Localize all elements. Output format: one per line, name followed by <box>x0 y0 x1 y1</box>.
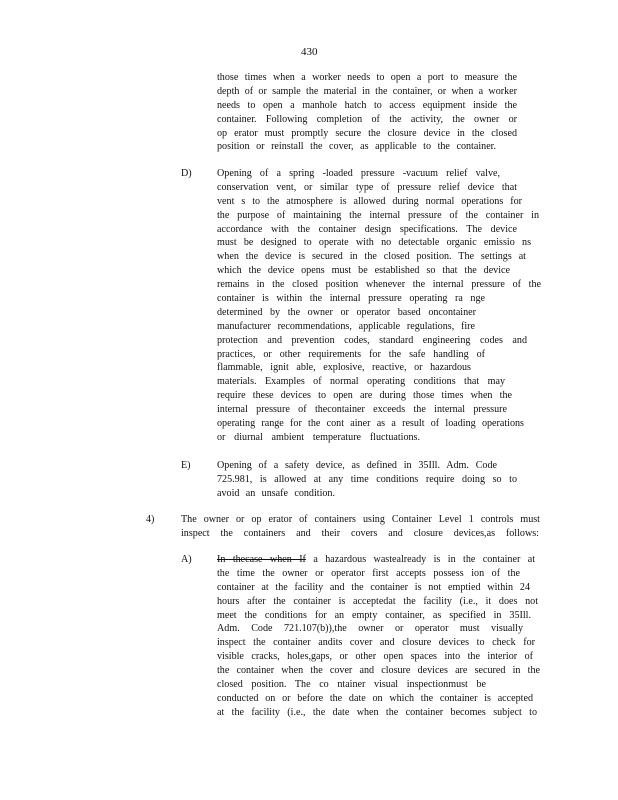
text-line: 725.981, is allowed at any time conditions require doing so to <box>217 473 517 485</box>
text-line: container at the facility and the container is not emptied within 24 <box>217 581 530 593</box>
text-line: must be designed to operate with no detectable organic emissio ns <box>217 237 531 249</box>
item-4-marker: 4) <box>146 514 155 525</box>
text-line: which the device opens must be established so that the device <box>217 265 510 277</box>
text-line: materials. Examples of normal operating conditions that may <box>217 376 505 388</box>
text-line: determined by the owner or operator based oncontainer <box>217 306 476 318</box>
item-e-marker: E) <box>181 460 191 471</box>
text-line: the time the owner or operator first accepts possess ion of the <box>217 567 520 579</box>
text-line: at the facility (i.e., the date when the container becomes subject to <box>217 706 537 718</box>
intro-paragraph <box>217 71 517 154</box>
text-line: flammable, ignit able, explosive, reactive, or hazardous <box>217 362 471 374</box>
text-line: Opening of a safety device, as defined in 35Ill. Adm. Code <box>217 460 497 471</box>
text-line: manufacturer recommendations, applicable regulations, fire <box>217 320 475 332</box>
text-line: depth of or sample the material in the container, or when a worker <box>217 85 517 97</box>
text-line: Adm. Code 721.107(b)),the owner or operator must visually <box>217 623 523 635</box>
text-line: the container when the cover and closure devices are secured in the <box>217 665 540 677</box>
text-line: vent s to the atmosphere is allowed during normal operations for <box>217 195 522 207</box>
struck-text: In thecase when If <box>217 554 306 565</box>
text-line: accordance with the container design specifications. The device <box>217 223 517 235</box>
text-line: conducted on or before the date on which the container is accepted <box>217 692 533 704</box>
text-line: meet the conditions for an empty container, as specified in 35Ill. <box>217 609 531 621</box>
item-d-paragraph <box>217 167 541 445</box>
item-a-paragraph <box>217 553 540 720</box>
item-e-paragraph <box>217 459 517 501</box>
text-line: internal pressure of thecontainer exceeds the internal pressure <box>217 404 507 416</box>
text-line: op erator must promptly secure the closure device in the closed <box>217 127 517 139</box>
item-a-marker: A) <box>181 554 192 565</box>
text-line: position or reinstall the cover, as applicable to the container. <box>217 141 496 153</box>
text-line: when the device is secured in the closed position. The settings at <box>217 251 526 263</box>
item-4-paragraph <box>181 513 540 541</box>
text-line <box>217 553 535 567</box>
text-line: the purpose of maintaining the internal pressure of the container in <box>217 209 539 221</box>
text-line: those times when a worker needs to open a port to measure the <box>217 72 517 83</box>
text-line: inspect the containers and their covers and closure devices,as follows: <box>181 527 539 539</box>
text-line: visible cracks, holes,gaps, or other open spaces into the interior of <box>217 651 533 663</box>
text-line: operating range for the cont ainer as a result of loading operations <box>217 418 524 430</box>
text-line: protection and prevention codes, standard engineering codes and <box>217 334 527 346</box>
text-line: closed position. The co ntainer visual inspectionmust be <box>217 679 486 691</box>
text-line: practices, or other requirements for the safe handling of <box>217 348 485 360</box>
text-line: The owner or op erator of containers using Container Level 1 controls must <box>181 514 540 525</box>
page-number: 430 <box>301 46 318 58</box>
text-line: remains in the closed position whenever the internal pressure of the <box>217 279 541 291</box>
text-line: inspect the container andits cover and closure devices to check for <box>217 637 535 649</box>
text-line: container. Following completion of the activity, the owner or <box>217 113 517 125</box>
text-line: require these devices to open are during those times when the <box>217 390 512 402</box>
text-line: avoid an unsafe condition. <box>217 487 335 499</box>
text-line: Opening of a spring -loaded pressure -vacuum relief valve, <box>217 168 500 179</box>
text-line: or diurnal ambient temperature fluctuations. <box>217 431 420 443</box>
item-d-marker: D) <box>181 168 192 179</box>
text-line: needs to open a manhole hatch to access equipment inside the <box>217 99 517 111</box>
text-line: hours after the container is acceptedat the facility (i.e., it does not <box>217 595 538 607</box>
text-line: container is within the internal pressure operating ra nge <box>217 293 485 305</box>
inserted-text: a hazardous wastealready is in the container at <box>305 554 535 565</box>
text-line: conservation vent, or similar type of pressure relief device that <box>217 181 517 193</box>
